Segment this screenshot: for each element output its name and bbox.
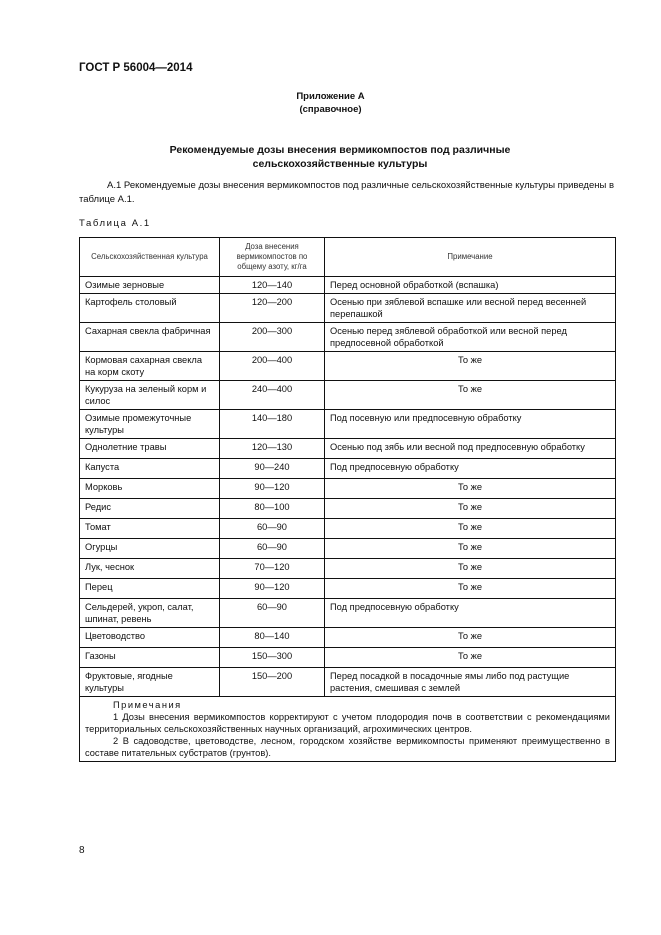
note-cell: Под предпосевную обработку (325, 459, 616, 479)
crop-cell: Кормовая сахарная свекла на корм скоту (80, 352, 220, 381)
notes-title: Примечания (113, 700, 182, 710)
header-dose: Доза внесения вермикомпостов по общему азоту, кг/га (220, 238, 325, 277)
table-row (80, 628, 616, 648)
table-row (80, 323, 616, 352)
crop-cell: Лук, чеснок (80, 559, 220, 579)
dose-cell: 240—400 (220, 381, 325, 410)
table-row (80, 599, 616, 628)
dose-cell: 90—120 (220, 579, 325, 599)
dose-cell: 150—300 (220, 648, 325, 668)
note-cell: То же (325, 628, 616, 648)
page-number: 8 (79, 845, 85, 856)
dose-cell: 120—140 (220, 277, 325, 294)
note-cell: То же (325, 479, 616, 499)
table-label: Таблица А.1 (79, 218, 151, 229)
note-cell: Перед основной обработкой (вспашка) (325, 277, 616, 294)
note-cell: Под предпосевную обработку (325, 599, 616, 628)
note-cell: Под посевную или предпосевную обработку (325, 410, 616, 439)
table-row (80, 294, 616, 323)
table-row (80, 479, 616, 499)
crop-cell: Перец (80, 579, 220, 599)
table-row (80, 410, 616, 439)
note-item-1: 1 Дозы внесения вермикомпостов корректируют с учетом плодородия почв в соответствии с рекомендациями территориальных сельскохозяйственных научных организаций, агрохимических центров. (85, 712, 610, 734)
section-title-line-2: сельскохозяйственные культуры (252, 158, 428, 170)
dose-cell: 200—400 (220, 352, 325, 381)
crop-cell: Морковь (80, 479, 220, 499)
note-cell: Перед посадкой в посадочные ямы либо под растущие растения, смешивая с землей (325, 668, 616, 697)
crop-cell: Кукуруза на зеленый корм и силос (80, 381, 220, 410)
crop-cell: Озимые зерновые (80, 277, 220, 294)
appendix-title: Приложение А (296, 91, 365, 102)
dose-cell: 120—130 (220, 439, 325, 459)
dose-cell: 120—200 (220, 294, 325, 323)
crop-cell: Цветоводство (80, 628, 220, 648)
intro-paragraph: А.1 Рекомендуемые дозы внесения вермикомпостов под различные сельскохозяйственные культуры приведены в таблице А.1. (79, 180, 615, 205)
dose-cell: 140—180 (220, 410, 325, 439)
note-cell: То же (325, 648, 616, 668)
crop-cell: Томат (80, 519, 220, 539)
table-row (80, 539, 616, 559)
dose-cell: 90—240 (220, 459, 325, 479)
crop-cell: Озимые промежуточные культуры (80, 410, 220, 439)
dose-cell: 80—100 (220, 499, 325, 519)
dose-cell: 150—200 (220, 668, 325, 697)
crop-cell: Капуста (80, 459, 220, 479)
table-row (80, 559, 616, 579)
table-row (80, 499, 616, 519)
header-crop: Сельскохозяйственная культура (80, 238, 220, 277)
dose-cell: 60—90 (220, 539, 325, 559)
table-row (80, 381, 616, 410)
crop-cell: Газоны (80, 648, 220, 668)
crop-cell: Однолетние травы (80, 439, 220, 459)
note-cell: То же (325, 539, 616, 559)
note-cell: Осенью перед зяблевой обработкой или весной перед предпосевной обработкой (325, 323, 616, 352)
note-cell: То же (325, 381, 616, 410)
dose-cell: 200—300 (220, 323, 325, 352)
note-cell: То же (325, 559, 616, 579)
note-cell: Осенью под зябь или весной под предпосевную обработку (325, 439, 616, 459)
note-cell: Осенью при зяблевой вспашке или весной перед весенней перепашкой (325, 294, 616, 323)
notes-row (80, 697, 616, 762)
note-cell: То же (325, 519, 616, 539)
dose-cell: 70—120 (220, 559, 325, 579)
note-cell: То же (325, 579, 616, 599)
table-row (80, 519, 616, 539)
crop-cell: Фруктовые, ягодные культуры (80, 668, 220, 697)
crop-cell: Огурцы (80, 539, 220, 559)
document-code: ГОСТ Р 56004—2014 (79, 62, 193, 74)
note-cell: То же (325, 352, 616, 381)
crop-cell: Редис (80, 499, 220, 519)
appendix-subtitle: (справочное) (299, 104, 362, 115)
table-row (80, 277, 616, 294)
table-row (80, 439, 616, 459)
dose-cell: 80—140 (220, 628, 325, 648)
table-row (80, 459, 616, 479)
crop-cell: Картофель столовый (80, 294, 220, 323)
header-note: Примечание (325, 238, 616, 277)
crop-cell: Сахарная свекла фабричная (80, 323, 220, 352)
dose-table (79, 237, 616, 762)
table-row (80, 668, 616, 697)
dose-cell: 90—120 (220, 479, 325, 499)
crop-cell: Сельдерей, укроп, салат, шпинат, ревень (80, 599, 220, 628)
dose-cell: 60—90 (220, 519, 325, 539)
notes-cell (80, 697, 616, 762)
note-item-2: 2 В садоводстве, цветоводстве, лесном, городском хозяйстве вермикомпосты применяют преимущественно в составе питательных субстратов (грунтов). (85, 736, 610, 758)
section-title (140, 143, 540, 171)
section-title-line-1: Рекомендуемые дозы внесения вермикомпостов под различные (169, 144, 511, 156)
note-cell: То же (325, 499, 616, 519)
dose-cell: 60—90 (220, 599, 325, 628)
table-row (80, 579, 616, 599)
table-row (80, 648, 616, 668)
table-row (80, 352, 616, 381)
table-header-row (80, 238, 616, 277)
